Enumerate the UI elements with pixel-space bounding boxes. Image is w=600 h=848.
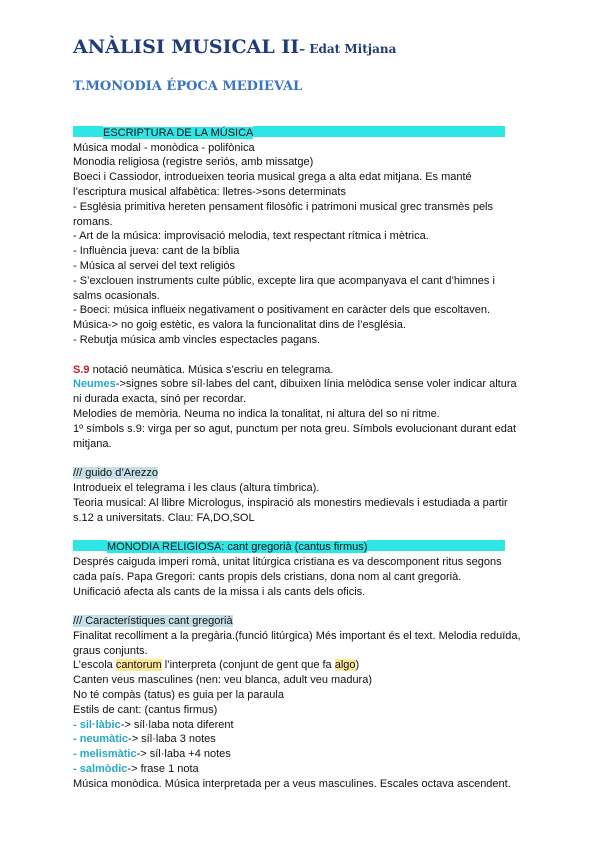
text-line: mitjana. xyxy=(73,437,112,450)
spacer xyxy=(73,348,543,363)
style-item: - melismàtic-> síl·laba +4 notes xyxy=(73,748,231,761)
text-line: Boeci i Cassiodor, introdueixen teoria musical grega a alta edat mitjana. Es manté xyxy=(73,171,472,184)
style-term: neumàtic xyxy=(79,733,129,746)
text-line: Música modal - monòdica - polifònica xyxy=(73,141,255,154)
section-heading-monodia: MONODIA RELIGIOSA: cant gregorià (cantus firmus) xyxy=(73,540,543,555)
text-line: cada país. Papa Gregori: cants propis dels cristians, dona nom al cant gregorià. xyxy=(73,570,462,583)
text-line: l’escriptura musical alfabètica: lletres->sons determinats xyxy=(73,185,346,198)
text-line: Teoria musical: Al llibre Micrologus, inspiració als monestirs medievals i estudiada a partir xyxy=(73,496,508,509)
style-term: salmòdic xyxy=(79,763,128,776)
text-line-neumes: Neumes->signes sobre síl·labes del cant, dibuixen línia melòdica sense voler indicar altura xyxy=(73,378,517,391)
title-main: ANÀLISI MUSICAL II xyxy=(73,36,300,58)
style-item: - sil·làbic-> síl·laba nota diferent xyxy=(73,718,234,731)
style-item: - neumàtic-> síl·laba 3 notes xyxy=(73,733,216,746)
text-line: Melodies de memòria. Neuma no indica la tonalitat, ni altura del so ni ritme. xyxy=(73,407,440,420)
section-heading-escriptura: ESCRIPTURA DE LA MÚSICA xyxy=(73,126,543,141)
section-heading-caracteristiques: /// Característiques cant gregorià xyxy=(73,615,233,628)
text-line-s9: S.9 notació neumàtica. Música s’escriu en telegrama. xyxy=(73,363,334,376)
text-line: Monodia religiosa (registre seriós, amb missatge) xyxy=(73,156,314,169)
highlight-bar xyxy=(367,540,505,551)
text-line: Estils de cant: (cantus firmus) xyxy=(73,703,218,716)
text-line: - Música al servei del text religiós xyxy=(73,259,236,272)
highlight-bar xyxy=(73,126,103,137)
s9-label: S.9 xyxy=(73,363,90,376)
neumes-label: Neumes xyxy=(73,378,116,391)
text-line: Música-> no goig estètic, es valora la funcionalitat dins de l’església. xyxy=(73,319,406,332)
text-line: romans. xyxy=(73,215,113,228)
text-line: - Església primitiva hereten pensament filosòfic i patrimoni musical grec transmès pels xyxy=(73,200,494,213)
spacer xyxy=(73,451,543,466)
text-line: - Boeci: música influeix negativament o positivament en caràcter dels que escoltaven. xyxy=(73,304,490,317)
style-term: melismàtic xyxy=(79,748,137,761)
text-line: - Rebutja música amb vincles espectacles pagans. xyxy=(73,333,321,346)
text-line: 1º símbols s.9: virga per so agut, punctum per nota greu. Símbols evolucionant durant edat xyxy=(73,422,517,435)
text-line: graus conjunts. xyxy=(73,644,148,657)
style-term: sil·làbic xyxy=(79,718,121,731)
text-line: Després caiguda imperi romà, unitat litúrgica cristiana es va descomponent ritus segons xyxy=(73,555,502,568)
text-line: Canten veus masculines (nen: veu blanca, adult veu madura) xyxy=(73,674,373,687)
text-line: - Art de la música: improvisació melodia, text respectant rítmica i mètrica. xyxy=(73,230,429,243)
text-line: Unificació afecta als cants de la missa i als cants dels oficis. xyxy=(73,585,366,598)
document-title xyxy=(73,36,396,58)
cantorum-highlight: cantorum xyxy=(115,659,162,672)
style-item: - salmòdic-> frase 1 nota xyxy=(73,763,199,776)
spacer xyxy=(73,111,543,126)
spacer xyxy=(73,599,543,614)
text-line: salms ocasionals. xyxy=(73,289,160,302)
document-subtitle: T.MONODIA ÉPOCA MEDIEVAL xyxy=(73,79,303,94)
text-line: ni durada exacta, sinó per recordar. xyxy=(73,393,247,406)
text-line-cantorum: L’escola cantorum l’interpreta (conjunt de gent que fa algo) xyxy=(73,659,360,672)
text-line: Introdueix el telegrama i les claus (altura tímbrica). xyxy=(73,481,320,494)
title-suffix: – Edat Mitjana xyxy=(299,42,397,56)
highlight-bar xyxy=(73,540,107,551)
text-line: Finalitat recolliment a la pregària.(funció litúrgica) Més important és el text. Melodia reduïda, xyxy=(73,629,521,642)
section-heading-guido: /// guido d’Arezzo xyxy=(73,467,158,480)
text-line: - Influència jueva: cant de la bíblia xyxy=(73,245,240,258)
highlight-bar xyxy=(253,126,505,137)
algo-highlight: algo xyxy=(334,659,356,672)
text-line: Música monòdica. Música interpretada per a veus masculines. Escales octava ascendent. xyxy=(73,777,511,790)
document-body xyxy=(73,111,543,792)
spacer xyxy=(73,525,543,540)
text-line: s.12 a universitats. Clau: FA,DO,SOL xyxy=(73,511,255,524)
text-line: No té compàs (tatus) es guia per la paraula xyxy=(73,689,284,702)
text-line: - S’exclouen instruments culte públic, excepte lira que acompanyava el cant d’himnes i xyxy=(73,274,495,287)
